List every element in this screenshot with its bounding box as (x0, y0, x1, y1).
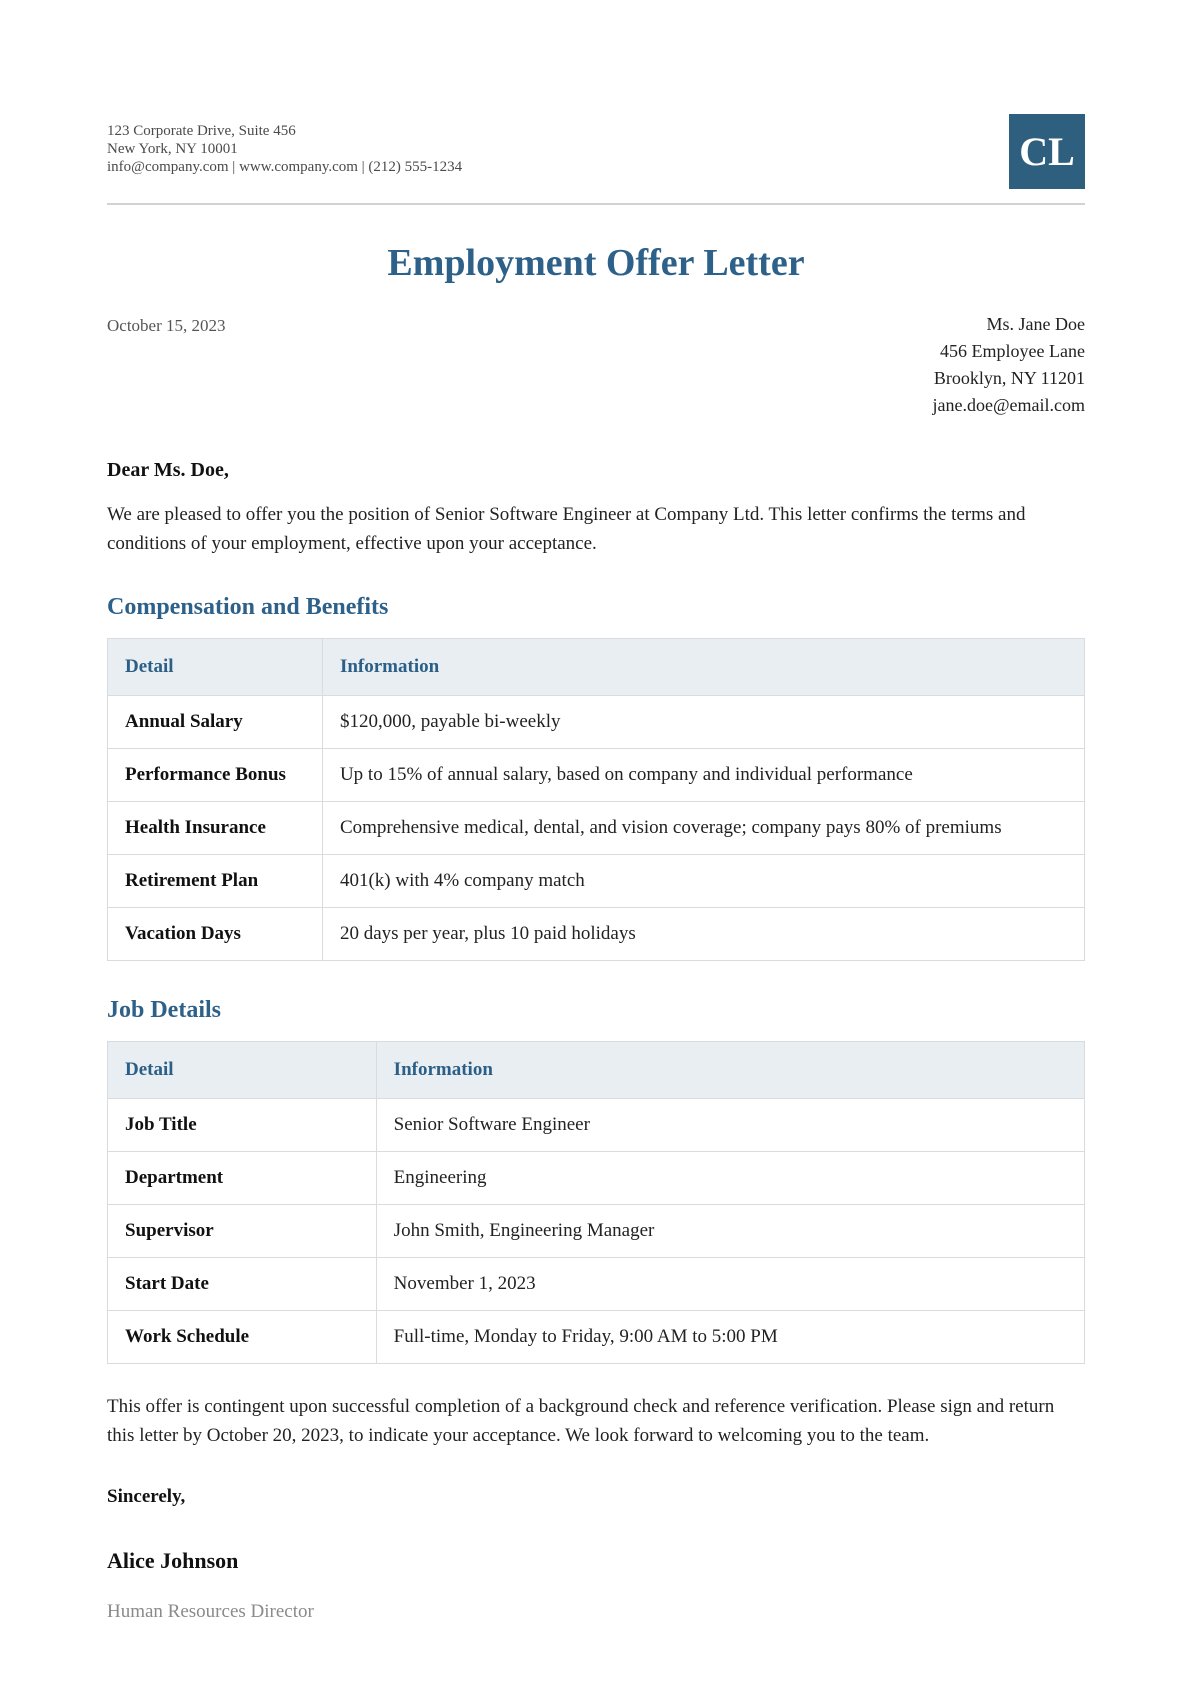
table-row (108, 855, 1085, 908)
row-label-cell: Department (108, 1152, 377, 1205)
compensation-table (107, 638, 1085, 961)
closing-salutation: Sincerely, (107, 1486, 186, 1507)
meta-row (107, 311, 1085, 419)
recipient-address-line1: 456 Employee Lane (940, 341, 1085, 361)
table-row (108, 1205, 1085, 1258)
recipient-block (932, 311, 1085, 419)
row-value-cell: John Smith, Engineering Manager (376, 1205, 1084, 1258)
closing-paragraph: This offer is contingent upon successful completion of a background check and reference verification. Please sign and return this letter by October 20, 2023, to indicate your acceptance. We look forward to welcoming you to the team. (107, 1396, 1055, 1446)
column-header-information: Information (376, 1042, 1084, 1099)
company-address (107, 108, 462, 176)
table-header-row (108, 639, 1085, 696)
row-label-cell: Performance Bonus (108, 749, 323, 802)
table-row (108, 802, 1085, 855)
signature-name: Alice Johnson (107, 1548, 239, 1573)
table-row (108, 1258, 1085, 1311)
table-header-row (108, 1042, 1085, 1099)
row-label-cell: Work Schedule (108, 1311, 377, 1364)
recipient-address-line2: Brooklyn, NY 11201 (933, 368, 1085, 388)
company-address-line1: 123 Corporate Drive, Suite 456 (107, 123, 296, 139)
row-label-cell: Supervisor (108, 1205, 377, 1258)
row-value-cell: November 1, 2023 (376, 1258, 1084, 1311)
intro-paragraph: We are pleased to offer you the position of Senior Software Engineer at Company Ltd. This letter confirms the terms and conditions of your employment, effective upon your acceptance. (107, 504, 1026, 554)
row-value-cell: Engineering (376, 1152, 1084, 1205)
company-logo (1009, 114, 1085, 189)
table-row (108, 1152, 1085, 1205)
row-value-cell: 20 days per year, plus 10 paid holidays (322, 908, 1084, 961)
letterhead (107, 108, 1085, 189)
table-row (108, 908, 1085, 961)
row-label-cell: Start Date (108, 1258, 377, 1311)
column-header-detail: Detail (108, 1042, 377, 1099)
header-divider (107, 203, 1085, 205)
section-heading-compensation: Compensation and Benefits (107, 594, 389, 620)
recipient-email: jane.doe@email.com (932, 395, 1085, 415)
column-header-detail: Detail (108, 639, 323, 696)
row-label-cell: Vacation Days (108, 908, 323, 961)
table-row (108, 1311, 1085, 1364)
company-address-line2: New York, NY 10001 (107, 141, 238, 157)
row-label-cell: Annual Salary (108, 696, 323, 749)
section-heading-job-details: Job Details (107, 997, 221, 1023)
signature-title: Human Resources Director (107, 1601, 314, 1622)
row-value-cell: 401(k) with 4% company match (322, 855, 1084, 908)
row-value-cell: $120,000, payable bi-weekly (322, 696, 1084, 749)
row-value-cell: Senior Software Engineer (376, 1099, 1084, 1152)
table-row (108, 749, 1085, 802)
company-contact-line: info@company.com | www.company.com | (212) 555-1234 (107, 159, 463, 175)
row-value-cell: Full-time, Monday to Friday, 9:00 AM to 5:00 PM (376, 1311, 1084, 1364)
row-label-cell: Job Title (108, 1099, 377, 1152)
row-value-cell: Comprehensive medical, dental, and vision coverage; company pays 80% of premiums (322, 802, 1084, 855)
table-row (108, 696, 1085, 749)
recipient-name: Ms. Jane Doe (986, 314, 1085, 334)
row-label-cell: Retirement Plan (108, 855, 323, 908)
column-header-information: Information (322, 639, 1084, 696)
table-row (108, 1099, 1085, 1152)
company-logo-text: CL (1019, 129, 1075, 174)
row-value-cell: Up to 15% of annual salary, based on company and individual performance (322, 749, 1084, 802)
salutation: Dear Ms. Doe, (107, 459, 229, 481)
letter-date: October 15, 2023 (107, 316, 226, 335)
row-label-cell: Health Insurance (108, 802, 323, 855)
job-details-table (107, 1041, 1085, 1364)
letter-title: Employment Offer Letter (387, 242, 805, 284)
